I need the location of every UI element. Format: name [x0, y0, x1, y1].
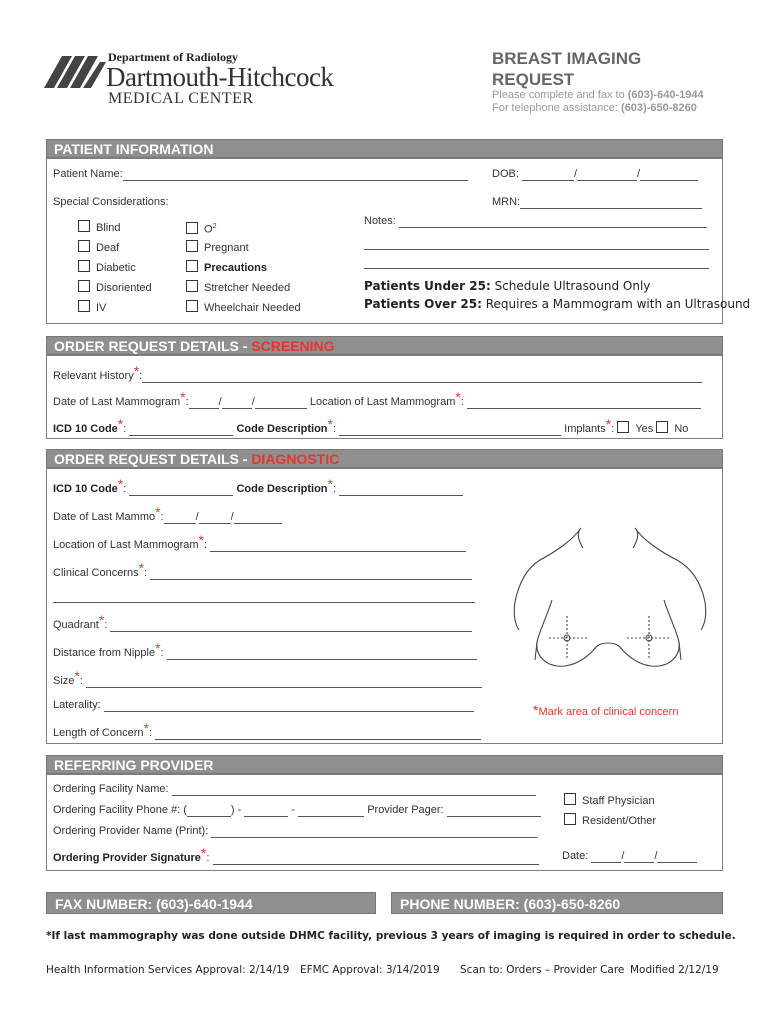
- header-phone-number: (603)-650-8260: [621, 102, 697, 114]
- screening-section-header: ORDER REQUEST DETAILS - SCREENING: [46, 336, 723, 355]
- breast-diagram[interactable]: [505, 520, 720, 690]
- provider-name-field[interactable]: Ordering Provider Name (Print):: [53, 825, 537, 838]
- checkbox-icon[interactable]: [78, 240, 90, 252]
- screening-icd-field[interactable]: ICD 10 Code*: Code Description*: Implants*: Yes No: [53, 416, 689, 435]
- under-25-note: Patients Under 25: Schedule Ultrasound Only: [364, 279, 651, 293]
- laterality-field[interactable]: Laterality:: [53, 699, 474, 712]
- logo-dept: Department of Radiology: [108, 50, 238, 64]
- special-considerations-label: Special Considerations:: [53, 196, 169, 208]
- footer-scan-to: Scan to: Orders – Provider Care: [460, 964, 625, 976]
- checkbox-wheelchair[interactable]: Wheelchair Needed: [186, 300, 301, 315]
- notes-field[interactable]: Notes:: [364, 215, 707, 228]
- implants-yes-checkbox[interactable]: [617, 421, 629, 433]
- mrn-field[interactable]: MRN:: [492, 196, 702, 209]
- footer-approval-his: Health Information Services Approval: 2/14/19: [46, 964, 290, 976]
- checkbox-o2[interactable]: $O^2$: [186, 220, 216, 237]
- resident-other-checkbox[interactable]: Resident/Other: [564, 813, 656, 828]
- dob-field[interactable]: DOB: / /: [492, 168, 698, 181]
- checkbox-precautions[interactable]: Precautions: [186, 260, 267, 275]
- checkbox-icon[interactable]: [186, 280, 198, 292]
- checkbox-disoriented[interactable]: Disoriented: [78, 280, 152, 295]
- facility-name-field[interactable]: Ordering Facility Name:: [53, 783, 536, 796]
- footer-modified: Modified 2/12/19: [630, 964, 719, 976]
- checkbox-stretcher[interactable]: Stretcher Needed: [186, 280, 290, 295]
- logo: [44, 50, 374, 110]
- distance-from-nipple-field[interactable]: Distance from Nipple*:: [53, 645, 477, 660]
- last-mammo-date-field[interactable]: Date of Last Mammo*: / /: [53, 509, 282, 524]
- phone-number-banner: PHONE NUMBER: (603)-650-8260: [391, 892, 723, 914]
- logo-org-sub: MEDICAL CENTER: [108, 90, 254, 107]
- checkbox-deaf[interactable]: Deaf: [78, 240, 119, 255]
- provider-signature-field[interactable]: Ordering Provider Signature*:: [53, 850, 539, 865]
- checkbox-iv[interactable]: IV: [78, 300, 106, 315]
- diagnostic-icd-field[interactable]: ICD 10 Code*: Code Description*:: [53, 481, 463, 496]
- quadrant-field[interactable]: Quadrant*:: [53, 617, 472, 632]
- checkbox-icon[interactable]: [78, 260, 90, 272]
- mark-area-note: *Mark area of clinical concern: [533, 702, 679, 718]
- checkbox-icon[interactable]: [186, 222, 198, 234]
- fax-instructions: Please complete and fax to (603)-640-1944: [492, 89, 704, 101]
- footer-approval-efmc: EFMC Approval: 3/14/2019: [300, 964, 440, 976]
- form-title-line1: BREAST IMAGING: [492, 49, 642, 68]
- notes-line-2[interactable]: [364, 249, 709, 250]
- relevant-history-field[interactable]: Relevant History*:: [53, 368, 702, 383]
- phone-instructions: For telephone assistance: (603)-650-8260: [492, 102, 697, 114]
- size-field[interactable]: Size*:: [53, 673, 482, 688]
- checkbox-icon[interactable]: [78, 220, 90, 232]
- clinical-concerns-line-2[interactable]: [53, 602, 475, 603]
- patient-name-field[interactable]: Patient Name:: [53, 168, 468, 181]
- checkbox-blind[interactable]: Blind: [78, 220, 120, 235]
- implants-no-checkbox[interactable]: [656, 421, 668, 433]
- signature-date-field[interactable]: Date: / /: [562, 850, 697, 863]
- checkbox-icon[interactable]: [186, 240, 198, 252]
- checkbox-icon[interactable]: [186, 260, 198, 272]
- facility-phone-field[interactable]: Ordering Facility Phone #: ( ) - - Provider Pager:: [53, 804, 541, 817]
- checkbox-icon[interactable]: [564, 813, 576, 825]
- checkbox-icon[interactable]: [186, 300, 198, 312]
- staff-physician-checkbox[interactable]: Staff Physician: [564, 793, 655, 808]
- form-title: [492, 48, 641, 90]
- diagnostic-location-field[interactable]: Location of Last Mammogram*:: [53, 537, 466, 552]
- fax-number-banner: FAX NUMBER: (603)-640-1944: [46, 892, 376, 914]
- logo-org-name: Dartmouth-Hitchcock: [106, 62, 334, 92]
- form-title-line2: REQUEST: [492, 70, 575, 89]
- logo-stripes-icon: [44, 54, 106, 90]
- checkbox-diabetic[interactable]: Diabetic: [78, 260, 136, 275]
- length-of-concern-field[interactable]: Length of Concern*:: [53, 725, 481, 740]
- diagnostic-section-header: ORDER REQUEST DETAILS - DIAGNOSTIC: [46, 449, 723, 468]
- checkbox-icon[interactable]: [564, 793, 576, 805]
- referring-section-header: REFERRING PROVIDER: [46, 755, 723, 774]
- last-mammogram-date-field[interactable]: Date of Last Mammogram*: / / Location of Last Mammogram*:: [53, 394, 701, 409]
- clinical-concerns-field[interactable]: Clinical Concerns*:: [53, 565, 472, 580]
- over-25-note: Patients Over 25: Requires a Mammogram with an Ultrasound: [364, 297, 751, 311]
- checkbox-pregnant[interactable]: Pregnant: [186, 240, 249, 255]
- checkbox-icon[interactable]: [78, 280, 90, 292]
- checkbox-icon[interactable]: [78, 300, 90, 312]
- header-fax-number: (603)-640-1944: [627, 89, 704, 101]
- outside-facility-note: *If last mammography was done outside DHMC facility, previous 3 years of imaging is required in order to schedule.: [46, 930, 736, 942]
- notes-line-3[interactable]: [364, 268, 709, 269]
- patient-section-header: PATIENT INFORMATION: [46, 139, 723, 158]
